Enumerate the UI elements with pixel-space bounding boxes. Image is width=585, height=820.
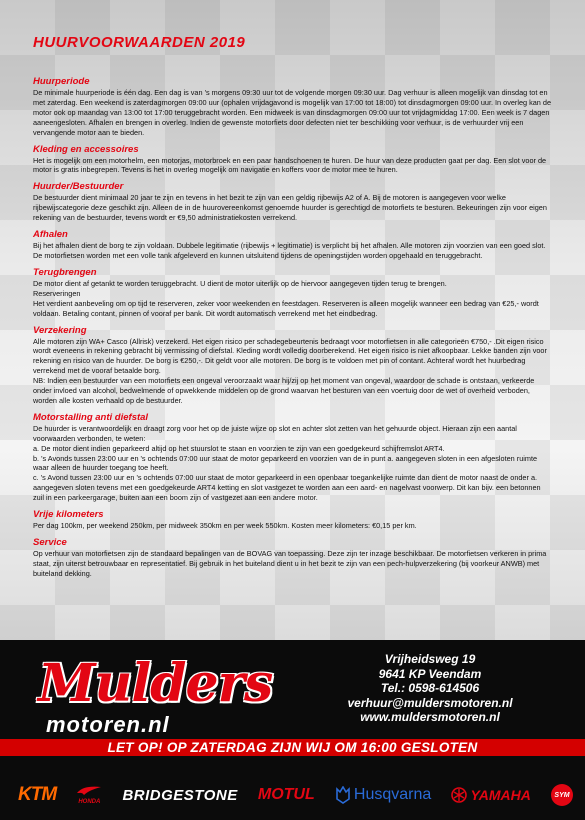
motul-logo: MOTUL (257, 786, 315, 803)
logo-wordmark: Mulders (38, 653, 273, 714)
ktm-logo: KTM (18, 784, 57, 805)
section-body: De bestuurder dient minimaal 20 jaar te zijn en tevens in het bezit te zijn van een geldig rijbewijs A2 of A. Bij de motoren is aangegeven voor welke rijbewijscategorie deze geschikt zijn. Alleen de in de huurovereenkomst genoemde huurder is gerechtigd de motorfiets te besturen. Bekeuringen zijn voor eigen rekening van de bestuurder, tevens wordt er €9,50 administratiekosten verrekend. (33, 193, 547, 223)
page-title: HUURVOORWAARDEN 2019 (33, 34, 246, 51)
phone-line: Tel.: 0598-614506 (380, 681, 480, 695)
honda-label: HONDA (78, 799, 101, 805)
section-body: Bij het afhalen dient de borg te zijn voldaan. Dubbele legitimatie (rijbewijs + legitimatie) is verplicht bij het afhalen. Alle motoren zijn voorzien van een goed slot. De motorfietsen worden met een volle tank afgeleverd en kunnen uitsluitend tijdens de openingstijden worden opgehaald en teruggebracht. (33, 241, 546, 260)
husqvarna-logo (335, 786, 431, 804)
section (33, 144, 553, 176)
website-link[interactable]: www.muldersmotoren.nl (360, 710, 500, 724)
honda-wing-icon (76, 785, 102, 799)
section (33, 76, 553, 138)
contact-block (315, 652, 545, 725)
section (33, 267, 553, 319)
section-title: Huurder/Bestuurder (33, 181, 124, 193)
section-title: Verzekering (33, 324, 87, 336)
husqvarna-crown-icon (335, 786, 351, 804)
section-title: Motorstalling anti diefstal (33, 411, 149, 423)
section (33, 181, 553, 223)
section-body: Op verhuur van motorfietsen zijn de standaard bepalingen van de BOVAG van toepassing. Deze zijn ter inzage beschikbaar. De motorfietsen verkeren in prima staat, zijn uiterst betrouwbaar en representatief. Bij gebruik in het buiteland dient u in het bezit te zijn van een pech-hulpverzekering (bij voorkeur ANWB) met buiteland dekking. (33, 549, 547, 578)
footer (0, 640, 585, 820)
section-body: De huurder is verantwoordelijk en draagt zorg voor het op de juiste wijze op slot en achter slot zetten van het gehuurde object. Hieraan zijn een aantal voorwaarden verbonden, te weten: a. De motor dient indien geparkeerd altijd op het stuurslot te staan en voorzien te zijn van een goedgekeurd schijfremslot ART4. b. 's Avonds tussen 23:00 uur en 's ochtends 07:00 uur staat de motor geparkeerd en voorzien van de in punt a. aangegeven sloten in een afgesloten ruimte waar alleen de huurder toegang toe heeft. c. 's Avond tussen 23:00 uur en 's ochtends 07:00 uur staat de motor geparkeerd in een openbaar toegankelijke ruimte dan dient de motor naast de onder a. aangegeven sloten tevens met een goedgekeurde ART4 ketting en slot vastgezet te worden aan een aard- en nagelvast voorwerp. Dit kan bijv. een betonnen zuil in een parkeergarage, buiten aan een boom zijn of vastgezet aan een andere motor. (33, 423, 541, 503)
section (33, 229, 553, 261)
section-body: Het is mogelijk om een motorhelm, een motorjas, motorbroek en een paar handschoenen te huren. De huur van deze producten gaat per dag. Een slot voor de motor is gratis inbegrepen. Tevens is het in overleg mogelijk om navigatie en koffers voor de motor mee te huren. (33, 155, 547, 175)
section-title: Afhalen (33, 229, 68, 241)
section-title: Terugbrengen (33, 266, 97, 278)
section (33, 325, 553, 406)
yamaha-label: YAMAHA (470, 787, 531, 803)
section-title: Vrije kilometers (33, 509, 104, 521)
company-logo (38, 650, 288, 742)
husqvarna-label: Husqvarna (353, 786, 432, 803)
logo-subtitle: motoren.nl (46, 712, 170, 737)
section-title: Kleding en accessoires (33, 143, 139, 155)
city-line: 9641 KP Veendam (378, 666, 482, 681)
brand-logos-row (18, 775, 573, 815)
yamaha-logo (451, 787, 530, 803)
email-link[interactable]: verhuur@muldersmotoren.nl (347, 695, 513, 710)
section-body: Alle motoren zijn WA+ Casco (Allrisk) verzekerd. Het eigen risico per schadegebeurtenis bedraagt voor motorfietsen in alle categorieën €750,- .Dit eigen risico wordt eveneens in rekening gebracht bij vermissing of diefstal. Kleding wordt volledig doorberekend. Het eigen risico is niet afkoopbaar. Lekke banden zijn voor rekening en risico van de huurder. De borg is €250,-. Dit geldt voor alle motoren. De borg is te voldoen met pin of contant. Achteraf wordt het huurbedrag verrekend met de vooraf betaalde borg. NB: Indien een bestuurder van een motorfiets een ongeval veroorzaakt waar hij/zij op het moment van ongeval, waardoor de schade is ontstaan, verkeerde onder invloed van alcohol, bedwelmende of opwekkende middelen op de grond waarvan het besturen van een voertuig door de wet of overheid verboden, worden alle kosten verhaald op de bestuurder. (33, 336, 547, 405)
address-line: Vrijheidsweg 19 (384, 652, 476, 666)
closing-notice-banner: LET OP! OP ZATERDAG ZIJN WIJ OM 16:00 GESLOTEN (0, 739, 585, 756)
section (33, 537, 553, 579)
section-title: Service (33, 537, 67, 548)
section-title: Huurperiode (33, 76, 90, 87)
bridgestone-logo: BRIDGESTONE (122, 786, 238, 804)
section (33, 412, 553, 503)
section-body: De motor dient af getankt te worden teruggebracht. U dient de motor uiterlijk op de hiervoor aangegeven tijden terug te brengen. Reserveringen Het verdient aanbeveling om op tijd te reserveren, zeker voor weekenden en feestdagen. Reserveren is alleen mogelijk wanneer een bedrag van €25,- wordt voldaan. Betaling contant, pinnen of vooraf per bank. Dit wordt automatisch verrekend met het eindbedrag. (33, 278, 539, 318)
honda-logo (76, 785, 102, 805)
sym-logo: SYM (551, 784, 573, 806)
section-body: Per dag 100km, per weekend 250km, per midweek 350km en per week 550km. Kosten meer kilometers: €0,15 per km. (33, 521, 417, 531)
section-body: De minimale huurperiode is één dag. Een dag is van 's morgens 09:30 uur tot de volgende morgen 09:30 uur. Dag verhuur is alleen mogelijk van dinsdag tot en met zaterdag. Een weekend is zaterdagmorgen 09:00 uur (ophalen vrijdagavond is mogelijk van 17:00 tot 18:00) tot dinsdagmorgen 09:00 uur. In overleg kan de motor ook op maandag van 13:00 tot 17:00 teruggebracht worden. Een midweek is van dinsdagmorgen 09:00 uur tot vrijdagmiddag 17:00. Een week is 7 dagen aaneengesloten. Afhalen en brengen in overleg. Indien de gewenste motorfiets door defecten niet ter beschikking voor verhuur, is de verhuurder vrij een vervangende motor aan te bieden. (33, 88, 552, 137)
sections-container (33, 76, 553, 585)
section (33, 509, 553, 531)
yamaha-tuningfork-icon (451, 787, 467, 803)
